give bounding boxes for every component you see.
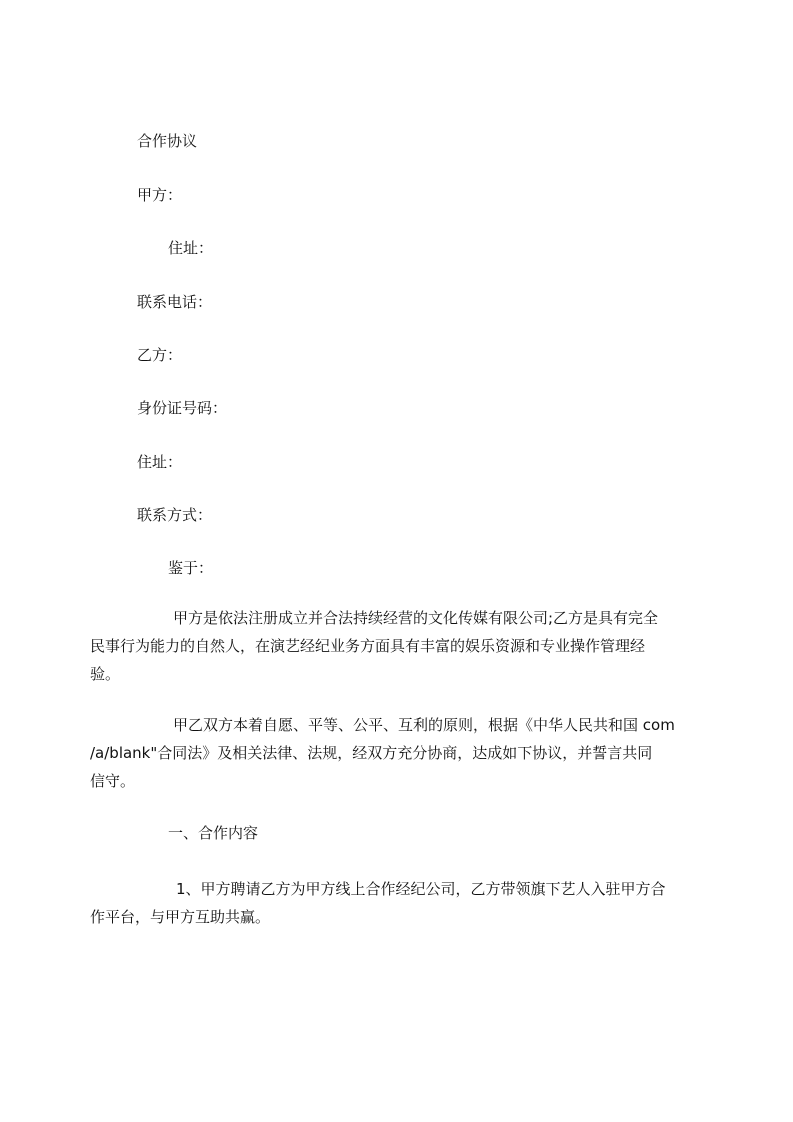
paragraph-line: 民事行为能力的自然人，在演艺经纪业务方面具有丰富的娱乐资源和专业操作管理经	[90, 637, 646, 655]
party-b-contact-label: 联系方式：	[137, 506, 213, 524]
paragraph-line: 作平台，与甲方互助共赢。	[90, 908, 271, 926]
paragraph-line: 1、甲方聘请乙方为甲方线上合作经纪公司，乙方带领旗下艺人入驻甲方合	[176, 880, 666, 898]
paragraph-recital-1	[90, 604, 698, 688]
document-title: 合作协议	[137, 132, 198, 150]
paragraph-line: 验。	[90, 665, 121, 683]
section-heading: 一、合作内容	[168, 824, 259, 842]
party-b-id-label: 身份证号码：	[137, 399, 228, 417]
party-a-address-label: 住址：	[168, 239, 214, 257]
paragraph-line: /a/blank"合同法》及相关法律、法规，经双方充分协商，达成如下协议，并誓言共同	[90, 744, 653, 762]
paragraph-recital-2	[90, 711, 698, 795]
paragraph-line: 甲方是依法注册成立并合法持续经营的文化传媒有限公司;乙方是具有完全	[173, 609, 659, 627]
party-a-phone-label: 联系电话：	[137, 293, 213, 311]
paragraph-line: 甲乙双方本着自愿、平等、公平、互利的原则，根据《中华人民共和国 com	[173, 716, 675, 734]
party-b-address-label: 住址：	[137, 453, 183, 471]
party-a-label: 甲方：	[137, 186, 183, 204]
clause-1	[90, 875, 698, 931]
party-b-label: 乙方：	[137, 346, 183, 364]
paragraph-line: 信守。	[90, 772, 136, 790]
whereas-label: 鉴于：	[168, 559, 214, 577]
